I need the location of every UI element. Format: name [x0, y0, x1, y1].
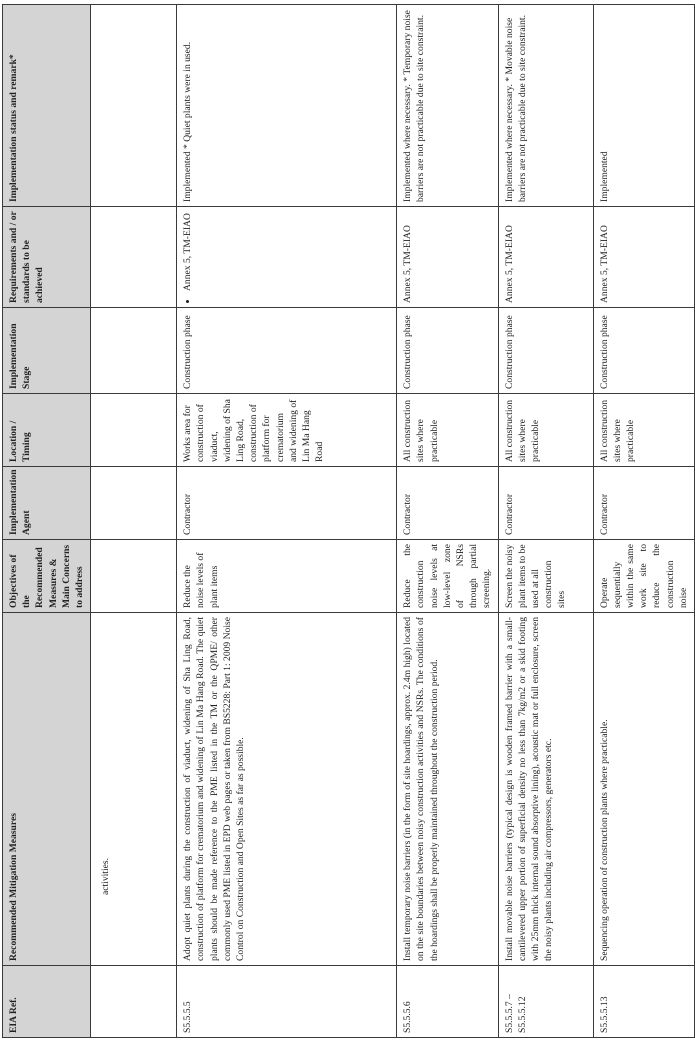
cell-stage: Construction phase: [397, 308, 498, 394]
cell-ref: S5.5.5.5: [177, 966, 397, 1038]
table-row: [593, 5, 694, 1038]
cell-status: Implemented: [593, 5, 694, 207]
cell-status: Implemented * Quiet plants were in used.: [177, 5, 397, 207]
cell-agent: Contractor: [397, 467, 498, 540]
table-row: [177, 5, 397, 1038]
cell-measure: Adopt quiet plants during the construction of viaduct, widening of Sha Ling Road, construction of platform for crematorium and widening of Lin Ma Hang Road. The quiet plants should be made reference to the PME listed in the TM or the QPME/ other commonly used PME listed in EPD web pages or taken from BS5228: Part 1: 2009 Noise Control on Construction and Open Sites as far as possible.: [177, 613, 397, 966]
cell-measure: Install movable noise barriers (typical design is wooden framed barrier with a small-cantilevered upper portion of superficial density no less than 7kg/m2 or a skid footing with 25mm thick internal sound absorptive lining), acoustic mat or full enclosure, screen the noisy plants including air compressors, generators etc.: [498, 613, 593, 966]
table-row: [397, 5, 498, 1038]
header-requirements: Requirements and / or standards to be achieved: [3, 207, 91, 308]
cell-requirement: [91, 207, 177, 308]
cell-objective: Screen the noisy plant items to be used at all construction sites: [498, 540, 593, 613]
header-stage: Implementation Stage: [3, 308, 91, 394]
cell-requirement: Annex 5, TM-EIAO: [498, 207, 593, 308]
cell-agent: Contractor: [593, 467, 694, 540]
cell-status: [91, 5, 177, 207]
cell-agent: Contractor: [498, 467, 593, 540]
cell-stage: Construction phase: [498, 308, 593, 394]
cell-status: Implemented where necessary. * Temporary noise barriers are not practicable due to site constraint.: [397, 5, 498, 207]
header-objectives: Objectives of the Recommended Measures & Main Concerns to address: [3, 540, 91, 613]
header-row: [3, 5, 91, 1038]
header-measures: Recommended Mitigation Measures: [3, 613, 91, 966]
cell-location: All construction sites where practicable: [397, 394, 498, 467]
cell-status: Implemented where necessary. * Movable noise barriers are not practicable due to site constraint.: [498, 5, 593, 207]
mitigation-measures-table: [2, 4, 695, 1038]
cell-stage: [91, 308, 177, 394]
cell-objective: Operate sequentially within the same work site to reduce the construction noise: [593, 540, 694, 613]
header-location: Location / Timing: [3, 394, 91, 467]
cell-agent: [91, 467, 177, 540]
cell-requirement: Annex 5, TM-EIAO: [593, 207, 694, 308]
cell-stage: Construction phase: [177, 308, 397, 394]
cell-objective: Reduce the construction noise levels at low-level zone of NSRs through partial screening.: [397, 540, 498, 613]
cell-location: [91, 394, 177, 467]
measure-text: activities.: [100, 857, 112, 895]
cell-ref: S5.5.5.6: [397, 966, 498, 1038]
cell-objective: [91, 540, 177, 613]
cell-objective: Reduce the noise levels of plant items: [177, 540, 397, 613]
cell-stage: Construction phase: [593, 308, 694, 394]
cell-location: All construction sites where practicable: [593, 394, 694, 467]
cell-ref: [91, 966, 177, 1038]
cell-measure: Install temporary noise barriers (in the form of site hoardings, approx. 2.4m high) located on the site boundaries between noisy construction activities and NSRs. The conditions of the hoardings shall be properly maintained throughout the construction period.: [397, 613, 498, 966]
header-agent: Implementation Agent: [3, 467, 91, 540]
requirement-bullet: • Annex 5, TM-EIAO: [181, 211, 194, 291]
cell-ref: S5.5.5.7 – S5.5.5.12: [498, 966, 593, 1038]
cell-ref: S5.5.5.13: [593, 966, 694, 1038]
header-status: Implementation status and remark*: [3, 5, 91, 207]
table-row: [498, 5, 593, 1038]
header-ref: EIA Ref.: [3, 966, 91, 1038]
cell-requirement: Annex 5, TM-EIAO: [397, 207, 498, 308]
cell-agent: Contractor: [177, 467, 397, 540]
table-row: [91, 5, 177, 1038]
cell-location: Works area for construction of viaduct, widening of Sha Ling Road, construction of platform for crematorium and widening of Lin Ma Hang Road: [177, 394, 397, 467]
cell-location: All construction sites where practicable: [498, 394, 593, 467]
cell-measure: Sequencing operation of construction plants where practicable.: [593, 613, 694, 966]
cell-measure: [91, 613, 177, 966]
cell-requirement: [177, 207, 397, 308]
